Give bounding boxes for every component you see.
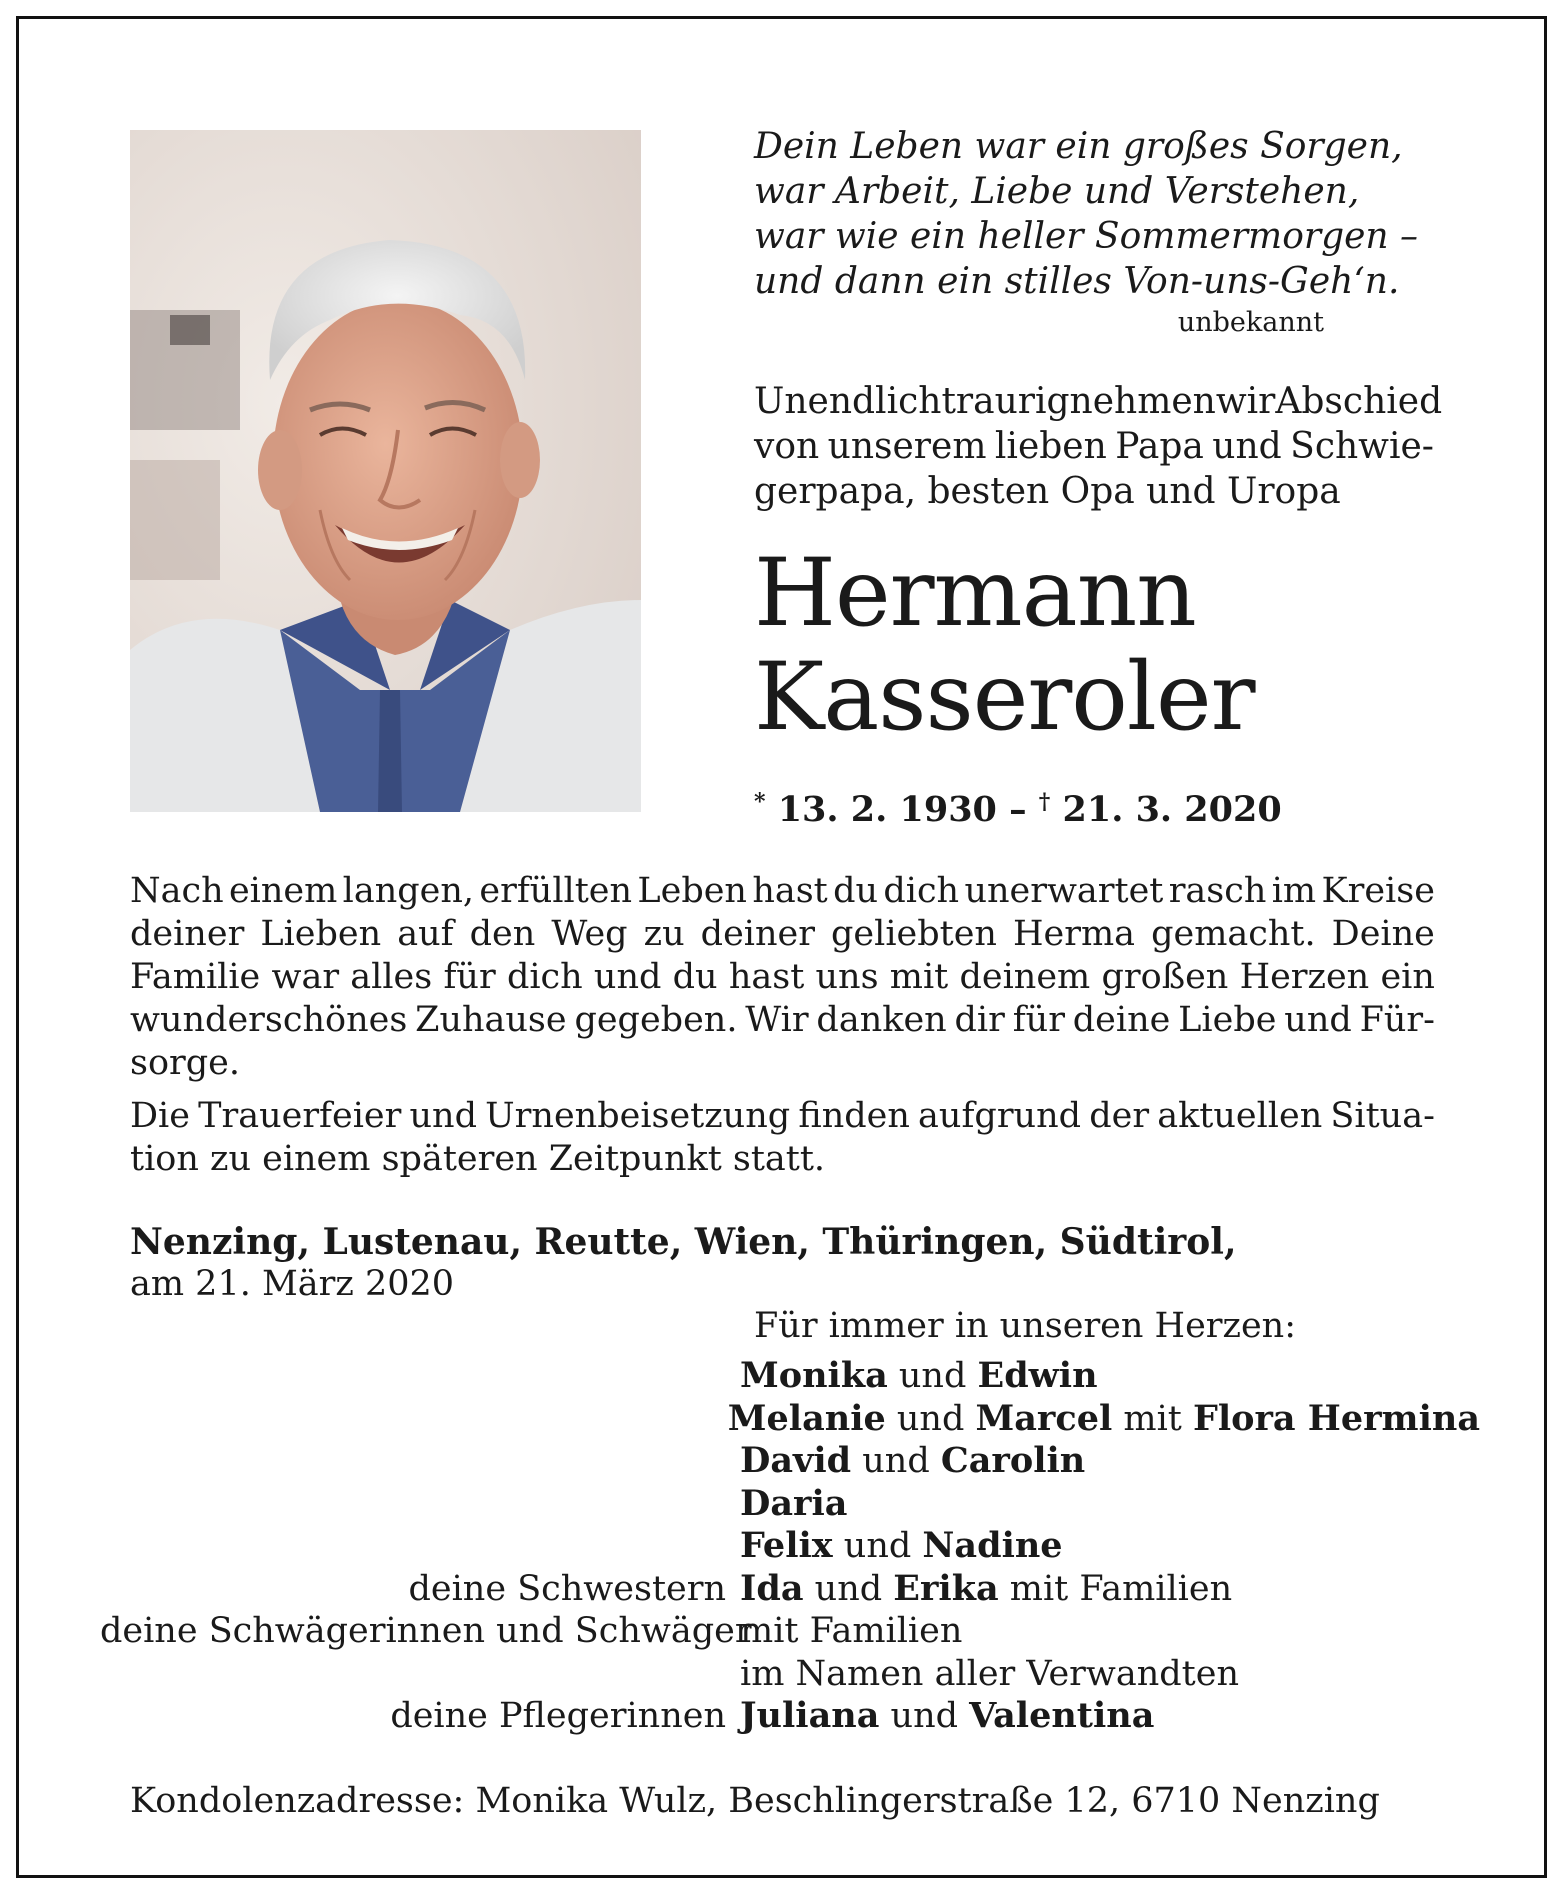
connector-text: mit: [1112, 1398, 1193, 1439]
poem-author: unbekannt: [1177, 307, 1324, 338]
word: Lieben: [260, 914, 382, 954]
obituary-body: [130, 870, 1435, 1181]
mourner-row: [100, 1440, 1480, 1483]
mourner-names: [740, 1653, 1480, 1696]
word: deiner: [700, 914, 815, 954]
word: Familie: [130, 957, 261, 997]
word: den: [469, 914, 536, 954]
word: aufgrund: [918, 1096, 1082, 1136]
mourner-name: Edwin: [977, 1355, 1098, 1396]
word: du: [833, 871, 879, 911]
connector-text: und: [832, 1526, 923, 1566]
poem-line: war Arbeit, Liebe und Verstehen,: [754, 171, 1360, 212]
word: unerwartet: [964, 871, 1164, 911]
mourner-row: [100, 1525, 1480, 1568]
connector-text: und: [851, 1441, 941, 1481]
mourner-name: Carolin: [940, 1440, 1086, 1481]
word: danken: [816, 1000, 947, 1040]
word: Nach: [130, 871, 224, 911]
word: zu: [643, 914, 685, 954]
mourner-name: Nadine: [922, 1525, 1063, 1566]
connector-text: und: [879, 1696, 970, 1736]
intro-word: traurig: [941, 381, 1070, 422]
paragraph-1-last-line: sorge.: [130, 1043, 241, 1083]
intro-word: Papa: [1115, 426, 1204, 467]
intro-word: Schwie-: [1290, 426, 1434, 467]
mourner-row: [100, 1568, 1480, 1611]
mourner-name: Valentina: [969, 1695, 1155, 1736]
word: und: [1284, 1000, 1352, 1040]
date-separator: –: [1009, 789, 1027, 830]
word: Urnenbeisetzung: [485, 1096, 791, 1136]
mourner-names: [740, 1610, 1480, 1653]
word: Für-: [1359, 1000, 1435, 1040]
intro-line-3: gerpapa, besten Opa und Uropa: [754, 471, 1341, 512]
word: einem: [228, 871, 338, 911]
connector-text: mit Familien: [740, 1611, 963, 1651]
word: ein: [1380, 957, 1435, 997]
word: Wir: [745, 1000, 809, 1040]
text-line: [130, 999, 1435, 1042]
word: auf: [397, 914, 454, 954]
word: dich: [506, 957, 583, 997]
mourner-names: [740, 1355, 1480, 1398]
paragraph-1: [130, 870, 1435, 1042]
last-name: Kasseroler: [754, 643, 1255, 752]
word: Situa-: [1330, 1096, 1435, 1136]
mourner-row: [100, 1695, 1480, 1738]
intro-word: Unendlich: [754, 381, 942, 422]
mourner-name: Marcel: [975, 1397, 1113, 1439]
word: im: [1271, 871, 1317, 911]
connector-text: und: [887, 1356, 978, 1396]
connector-text: im Namen aller Verwandten: [740, 1653, 1239, 1694]
text-line: [130, 870, 1435, 913]
connector-text: mit Familien: [998, 1568, 1233, 1609]
intro-word: von: [754, 426, 820, 467]
intro-word: unserem: [827, 426, 987, 467]
word: deinem: [959, 957, 1091, 997]
word: Zuhause: [415, 1000, 567, 1040]
word: Deine: [1331, 914, 1435, 954]
farewell-intro: [754, 379, 1443, 514]
birth-date: 13. 2. 1930: [777, 789, 997, 830]
word: dich: [883, 871, 960, 911]
intro-word: wir: [1215, 381, 1276, 422]
intro-word: lieben: [994, 426, 1107, 467]
places-line: Nenzing, Lustenau, Reutte, Wien, Thüringen, Südtirol,: [130, 1221, 1237, 1263]
word: deiner: [130, 914, 245, 954]
deceased-name: [754, 539, 1255, 752]
mourner-row: [100, 1355, 1480, 1398]
word: geliebten: [831, 914, 997, 954]
word: war: [271, 957, 340, 997]
word: dir: [954, 1000, 1005, 1040]
intro-word: nehmen: [1069, 381, 1216, 422]
mourners-list: [100, 1355, 1480, 1738]
intro-word: Abschied: [1275, 381, 1443, 422]
word: hast: [752, 871, 828, 911]
mourner-name: Erika: [893, 1567, 999, 1609]
mourner-name: Monika: [740, 1355, 888, 1396]
text-line: [130, 956, 1435, 999]
word: Die: [130, 1096, 190, 1136]
poem: [754, 124, 1419, 304]
word: gegeben.: [574, 1000, 738, 1040]
word: rasch: [1168, 871, 1267, 911]
relation-label: deine Schwestern: [408, 1568, 726, 1609]
mourner-row: [100, 1483, 1480, 1526]
word: uns: [815, 957, 879, 997]
death-date: 21. 3. 2020: [1062, 789, 1282, 830]
mourner-name: Melanie: [727, 1397, 886, 1439]
relation-label: [100, 1525, 740, 1568]
word: und: [593, 957, 662, 997]
word: Weg: [551, 914, 628, 954]
word: Trauerfeier: [198, 1096, 402, 1136]
word: aktuellen: [1157, 1096, 1323, 1136]
mourner-row: [100, 1610, 1480, 1653]
birth-symbol: *: [754, 789, 766, 815]
poem-line: Dein Leben war ein großes Sorgen,: [754, 126, 1403, 167]
mourner-names: [740, 1568, 1480, 1611]
mourner-names: [740, 1440, 1480, 1483]
relation-label: [100, 1398, 728, 1441]
relation-label: [100, 1440, 740, 1483]
date-line: am 21. März 2020: [130, 1264, 455, 1304]
mourner-names: [728, 1398, 1480, 1441]
word: erfüllten: [479, 871, 633, 911]
word: mit: [889, 957, 949, 997]
word: finden: [798, 1096, 910, 1136]
mourner-name: Felix: [740, 1525, 833, 1566]
mourner-name: Ida: [740, 1567, 804, 1609]
mourner-row: [100, 1398, 1480, 1441]
relation-label: [100, 1483, 740, 1526]
paragraph-2-last-line: tion zu einem späteren Zeitpunkt statt.: [130, 1139, 826, 1179]
relation-label: deine Pflegerinnen: [390, 1696, 726, 1736]
mourner-name: Juliana: [740, 1695, 880, 1736]
word: Liebe: [1178, 1000, 1277, 1040]
life-dates: [754, 780, 1282, 832]
relation-label: [100, 1355, 740, 1398]
mourner-row: [100, 1653, 1480, 1696]
word: großen: [1101, 957, 1229, 997]
mourner-name: David: [740, 1440, 852, 1481]
connector-text: und: [885, 1398, 976, 1439]
mourner-names: [740, 1483, 1480, 1526]
word: hast: [728, 957, 805, 997]
mourner-names: [740, 1525, 1480, 1568]
word: deine: [1072, 1000, 1171, 1040]
first-name: Hermann: [754, 539, 1196, 648]
word: und: [409, 1096, 478, 1136]
mourner-names: [740, 1695, 1480, 1738]
word: für: [443, 957, 496, 997]
paragraph-2: [130, 1095, 1435, 1138]
word: Kreise: [1321, 871, 1435, 911]
relation-label: deine Schwägerinnen und Schwäger: [100, 1611, 752, 1651]
word: alles: [350, 957, 433, 997]
text-line: [130, 913, 1435, 956]
intro-word: und: [1212, 426, 1282, 467]
word: gemacht.: [1151, 914, 1316, 954]
death-symbol: †: [1038, 789, 1051, 815]
mourner-name: Flora Hermina: [1192, 1397, 1480, 1439]
word: Herzen: [1239, 957, 1370, 997]
intro-line-2: [754, 424, 1434, 469]
word: Leben: [637, 871, 747, 911]
mourner-name: Daria: [740, 1482, 848, 1524]
connector-text: und: [803, 1568, 894, 1609]
word: der: [1089, 1096, 1150, 1136]
word: du: [672, 957, 718, 997]
word: für: [1012, 1000, 1065, 1040]
intro-line-1: [754, 379, 1443, 424]
relation-label: [100, 1653, 740, 1696]
word: wunderschönes: [130, 1000, 408, 1040]
poem-line: und dann ein stilles Von-uns-Geh‘n.: [754, 261, 1400, 302]
portrait-photo: [130, 130, 641, 812]
forever-label: Für immer in unseren Herzen:: [754, 1306, 1297, 1346]
text-line: [130, 1095, 1435, 1138]
word: langen,: [342, 871, 475, 911]
word: Herma: [1013, 914, 1136, 954]
condolence-address: Kondolenzadresse: Monika Wulz, Beschlingerstraße 12, 6710 Nenzing: [130, 1781, 1380, 1821]
poem-line: war wie ein heller Sommermorgen –: [754, 216, 1419, 257]
